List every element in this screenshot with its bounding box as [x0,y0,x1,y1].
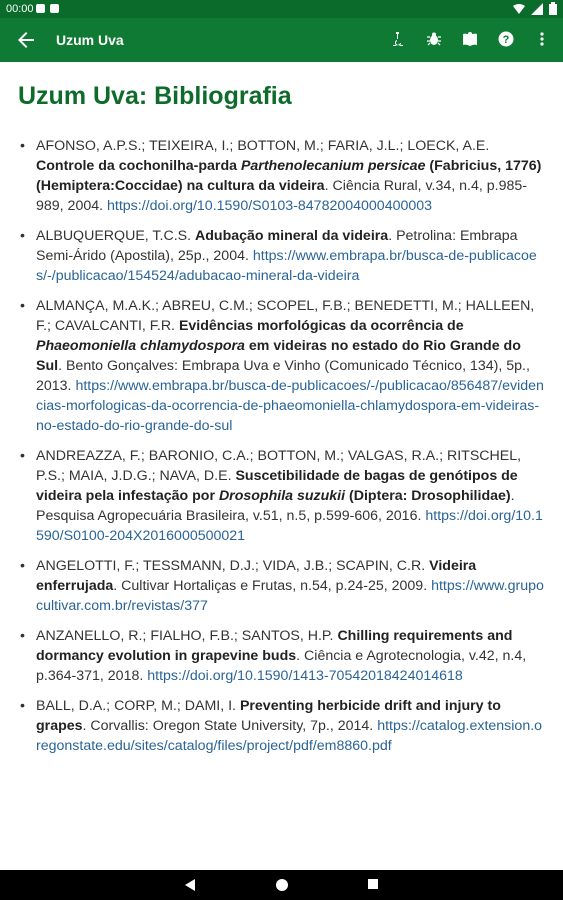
sd-card-icon [50,4,59,13]
reference-source: . Ciência Rural, v.34, n.4, p.985-989, 2004. [36,178,527,214]
reference-link[interactable]: https://doi.org/10.1590/1413-70542018424014618 [147,668,463,684]
bug-icon [426,31,442,47]
reference-link[interactable]: https://www.embrapa.br/busca-de-publicacoes/-/publicacao/856487/evidencias-morfologicas-da-ocorrencia-de-phaeomoniella-chlamydospora-em-videiras-no-estado-do-rio-grande-do-sul [36,378,544,434]
nav-home-icon[interactable] [275,878,289,892]
svg-text:?: ? [502,34,510,46]
reference-link[interactable]: https://doi.org/10.1590/S0103-84782004000400003 [107,198,433,214]
microscope-icon [390,31,406,47]
reference-title: Evidências morfológicas da ocorrência de Phaeomoniella chlamydospora em videiras no estado do Rio Grande do Sul [36,318,521,374]
notification-icon [36,4,45,13]
more-vert-icon [539,31,545,47]
book-icon [462,31,478,47]
status-time: 00:00 [6,3,34,15]
reference-authors: ANZANELLO, R.; FIALHO, F.B.; SANTOS, H.P. [36,628,338,644]
reference-source: . Pesquisa Agropecuária Brasileira, v.51, n.5, p.599-606, 2016. [36,488,515,524]
content-area[interactable] [0,62,563,870]
wifi-icon [513,3,525,15]
reference-link[interactable]: https://catalog.extension.oregonstate.edu/sites/catalog/files/project/pdf/em8860.pdf [36,718,543,754]
reference-title: Suscetibilidade de bagas de genótipos de videira pela infestação por Drosophila suzukii (Diptera: Drosophilidae) [36,468,518,504]
reference-authors: ALMANÇA, M.A.K.; ABREU, C.M.; SCOPEL, F.B.; BENEDETTI, M.; HALLEEN, F.; CAVALCANTI, F.R. [36,298,535,334]
reference-title: Adubação mineral da videira [195,228,389,244]
app-title: Uzum Uva [56,32,124,48]
navigation-bar [0,870,563,900]
reference-authors: AFONSO, A.P.S.; TEIXEIRA, I.; BOTTON, M.; FARIA, J.L.; LOECK, A.E. [36,138,490,154]
reference-link[interactable]: https://www.grupocultivar.com.br/revistas/377 [36,578,544,614]
reference-title: Controle da cochonilha-parda Parthenolecanium persicae (Fabricius, 1776) (Hemiptera:Coccidae) na cultura da videira [36,158,542,194]
reference-item [20,296,545,436]
battery-icon [549,2,557,15]
reference-source: . Bento Gonçalves: Embrapa Uva e Vinho (Comunicado Técnico, 134), 5p., 2013. [36,358,530,394]
reference-item [20,696,545,756]
bibliography-list [20,136,545,766]
nav-back-icon[interactable] [184,878,196,892]
reference-title: Preventing herbicide drift and injury to grapes [36,698,501,734]
app-bar [0,18,563,62]
page-title: Uzum Uva: Bibliografia [18,82,292,110]
reference-source: . Cultivar Hortaliças e Frutas, n.54, p.24-25, 2009. [113,578,428,594]
book-button[interactable] [459,28,481,50]
reference-source: . Ciência e Agrotecnologia, v.42, n.4, p.364-371, 2018. [36,648,527,684]
toolbar-actions [387,28,553,50]
reference-link[interactable]: https://www.embrapa.br/busca-de-publicacoes/-/publicacao/154524/adubacao-mineral-da-videira [36,248,537,284]
reference-item [20,136,545,216]
reference-authors: ANDREAZZA, F.; BARONIO, C.A.; BOTTON, M.; VALGAS, R.A.; RITSCHEL, P.S.; MAIA, J.D.G.; NAVA, D.E. [36,448,522,484]
reference-authors: ANGELOTTI, F.; TESSMANN, D.J.; VIDA, J.B.; SCAPIN, C.R. [36,558,430,574]
back-arrow-icon[interactable] [14,28,38,52]
reference-title: Videira enferrujada [36,558,477,594]
help-icon [498,31,514,47]
reference-authors: ALBUQUERQUE, T.C.S. [36,228,195,244]
nav-recents-icon[interactable] [367,878,379,890]
reference-source: . Petrolina: Embrapa Semi-Árido (Apostila), 25p., 2004. [36,228,518,264]
signal-icon [531,3,543,15]
reference-source: . Corvallis: Oregon State University, 7p., 2014. [82,718,374,734]
reference-item [20,556,545,616]
reference-title: Chilling requirements and dormancy evolution in grapevine buds [36,628,513,664]
reference-authors: BALL, D.A.; CORP, M.; DAMI, I. [36,698,240,714]
help-button[interactable] [495,28,517,50]
reference-item [20,626,545,686]
microscope-button[interactable] [387,28,409,50]
status-bar [0,0,563,18]
overflow-menu-button[interactable] [531,28,553,50]
reference-item [20,226,545,286]
bug-button[interactable] [423,28,445,50]
reference-link[interactable]: https://doi.org/10.1590/S0100-204X2016000500021 [36,508,543,544]
reference-item [20,446,545,546]
